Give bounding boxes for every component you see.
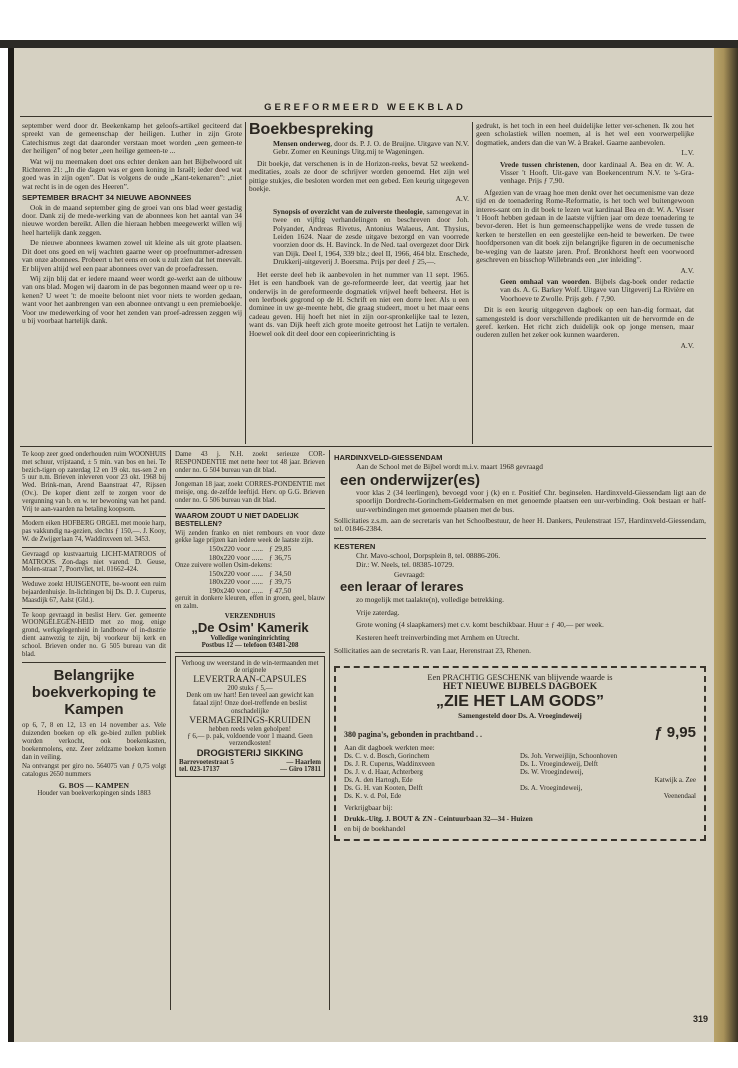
section-heading: SEPTEMBER BRACHT 34 NIEUWE ABONNEES xyxy=(22,193,192,203)
page-number: 319 xyxy=(692,1014,708,1024)
drugstore-product: VERMAGERINGS-KRUIDEN xyxy=(189,715,311,726)
review-paragraph: Afgezien van de vraag hoe men denkt over het oecumenisme van deze tijd en de toenadering Rome-Reformatie, is het toch wel buitengewoon interes-sant om in dit boek te lezen wat kardinaal Bea en dr. W. A. Visser 't Hooft hebben gedaan in de laatste vijftien jaar om deze toenadering te bevor-deren. Het is hun gemeenschappelijke wens de vrede tussen de kerken te herstellen en een geestelijke een-heid te bewerken. De twee hoofdpersonen van dit boek zijn belangrijke figuren in de oecumenische be-weging van de laatste jaren. Prof. Bronkhorst heeft een voorwoord geschreven en bisschop Willebrands een „ter inleiding”. xyxy=(476,187,694,265)
intro-paragraph: september werd door dr. Beekenkamp het geloofs-artikel geciteerd dat spreekt van de gemeenschap der heiligen. Luther in zijn Grote Catechismus zegt dat daaronder verstaan moet worden „een gemeen-te der heiligen” of nog beter „een heilige gemeen-te ... xyxy=(22,121,242,156)
ads-left-column xyxy=(22,451,166,798)
article-column-2 xyxy=(249,120,469,340)
gift-price-line xyxy=(344,724,696,741)
book-title: Vrede tussen christenen xyxy=(500,159,578,169)
book-auction-since: Houder van boekverkopingen sinds 1883 xyxy=(37,789,151,797)
classified-ad-sailor: Gevraagd op kustvaartuig LICHT-MATROOS of MATROOS. Zon-dags niet varend. D. Geuse, Molen-straat 7, Poortvliet, tel. 01662-424. xyxy=(22,550,166,574)
drugstore-intro: Verhoog uw weerstand in de win-termaanden met de originele xyxy=(181,659,319,675)
book-auction-note: Na ontvangst per giro no. 564075 van ƒ 0,75 volgt catalogus 2650 nummers xyxy=(22,763,166,779)
drugstore-name: DROGISTERIJ SIKKING xyxy=(196,748,304,760)
blanket-ad-colors: geruit in donkere kleuren, effen in groen, geel, blauw en zalm. xyxy=(175,595,325,610)
ad-divider xyxy=(175,652,325,653)
intro-paragraph: Wat wij nu meemaken doet ons echter denken aan het Bijbelwoord uit Richteren 21: „In die dagen was er geen koning in Israël; ieder deed wat goed was in zijn ogen”. Dat is volgens de oude „Kant-tekenaren”: „niet wat recht is in de ogen des Heeren”. xyxy=(22,156,242,191)
drugstore-price2: ƒ 6,— p. pak, voldoende voor 1 maand. Geen verzendkosten! xyxy=(187,732,313,748)
osim-contact: Postbus 12 — telefoon 03481-208 xyxy=(201,641,299,649)
book-title: Geen omhaal van woorden xyxy=(500,276,590,286)
section-paragraph: Ook in de maand september ging de groei van ons blad weer gestadig door. Dank zij de mede-werking van de abonnees kon het aantal van 34 nieuwe worden bereikt. Allen die hieraan hebben meegewerkt willen wij heel hartelijk dank zeggen. xyxy=(22,202,242,237)
vacancy-detail: zo mogelijk met taalakte(n), volledige betrekking. xyxy=(356,595,504,605)
blanket-ad-wool: Onze zuivere wollen Osim-dekens: xyxy=(175,562,273,569)
page-right-edge xyxy=(714,48,738,1042)
article-column-3 xyxy=(476,122,694,350)
gift-ad-box xyxy=(334,666,706,841)
drugstore-ad-box xyxy=(175,656,325,778)
ads-right-column xyxy=(334,451,706,841)
mailorder-label: VERZENDHUIS xyxy=(224,612,276,620)
ad-divider xyxy=(22,516,166,517)
ad-divider xyxy=(22,662,166,663)
gift-title: „ZIE HET LAM GODS” xyxy=(436,692,604,710)
review-signature: A.V. xyxy=(680,340,694,350)
gift-product: HET NIEUWE BIJBELS DAGBOEK xyxy=(442,681,598,692)
ad-divider xyxy=(22,547,166,548)
ads-top-rule xyxy=(20,446,712,447)
ad-divider xyxy=(334,538,706,539)
classified-ad-dwelling: Te koop gevraagd in beslist Herv. Ger. gemeente WOONGELEGEN-HEID met zo mog. enige grond, werkgelegenheid in landbouw of in-dustrie dient aanwezig te zijn, bij voorkeur bij kerk en school. Brieven onder no. G 505 bureau van dit blad. xyxy=(22,611,166,658)
drugstore-mid: Denk om uw hart! Een teveel aan gewicht kan fataal zijn! Onze doel-treffende en beslist onschadelijke xyxy=(186,692,314,715)
vacancy-body: voor klas 2 (34 leerlingen), bevoegd voor j (k) en r. Positief Chr. beginselen. Hardinxveld-Giessendam ligt aan de spoorlijn Dordrecht-Gorinchem-Geldermalsen en met genoemde plaatsen een uur-verbinding. Ook bestaan er half-uur-verbindingen met genoemde plaatsen met de bus. xyxy=(356,487,706,514)
contributors-left: Ds. C. v. d. Bosch, Gorinchem Ds. J. R. Cuperus, Waddinxveen Ds. J. v. d. Haar, Achterberg Ds. A. den Hartogh, Ede Ds. G. H. van Kooten, Delft Ds. K. v. d. Pol, Ede xyxy=(344,751,435,800)
gift-pages: 380 pagina's, gebonden in prachtband . . xyxy=(344,729,483,739)
book-auction-firm: G. BOS — KAMPEN xyxy=(58,780,130,790)
review-paragraph: Het eerste deel heb ik aanbevolen in het nummer van 11 sept. 1965. Het is een handboek van de ge-reformeerde leer, dat veertig jaar het onderwijs in de gereformeerde dogmatiek vrijwel heeft beheerst. Het is een leerboek gegrond op de H. Schrift en niet een dorre leer. Als u een dominee in uw ge-meente hebt, die graag studeert, moet u het maar eens cadeau geven. Hij hoeft het niet in zijn oor-spronkelijke taal te lezen, want ds. van Dijk heeft zich grote moeite getroost het Latijn te vertalen. Hoewel ook dit deel door een copieerinrichting is xyxy=(249,269,469,338)
classified-ad-correspondence: Jongeman 18 jaar, zoekt CORRES-PONDENTIE met meisje, ong. de-zelfde leeftijd. Herv. op G.G. Brieven onder no. G 506 bureau van dit blad. xyxy=(175,481,325,504)
ad-divider xyxy=(175,508,325,509)
classified-ad-organ: Modern eiken HOFBERG ORGEL met mooie harp, pas vakkundig na-gezien, slechts ƒ 150,—. J. Kooy, W. de Zwijgerlaan 74, Waddinxveen tel. 3453. xyxy=(22,520,166,543)
vacancy-title: een onderwijzer(es) xyxy=(340,471,481,489)
scan-left-border xyxy=(8,48,14,1042)
review-paragraph: gedrukt, is het toch in een heel duidelijke letter ver-schenen. Ik zou het geen scholastiek willen noemen, al is het wel een voorwerpelijke dogmatiek, anders dan die van W. à Brakel. Gaarne aanbevolen. xyxy=(476,121,694,147)
book-details: . Bijbels dag-boek onder redactie van ds. A. G. Barkey Wolf. Uitgave van Uitgeverij La Rivière en Voorhoeve te Zwolle. Prijs geb. ƒ 7,90. xyxy=(500,276,694,303)
header-rule xyxy=(20,116,712,117)
classified-ad-housemate: Weduwe zoekt HUISGENOTE, be-woont een ruim bejaardenhuisje. In-lichtingen bij Ds. D. J. Cuperus, Maasdijk 67, Aalst (Gld.). xyxy=(22,581,166,604)
column-divider xyxy=(472,122,473,444)
article-column-1 xyxy=(22,122,242,327)
vacancy-application: Sollicitaties aan de secretaris R. van Laar, Herenstraat 23, Rhenen. xyxy=(334,646,531,656)
osim-firm-name: „De Osim' Kamerik xyxy=(191,619,309,635)
book-auction-title: Belangrijke boekverkoping te Kampen xyxy=(31,667,157,719)
drugstore-price: 200 stuks ƒ 5,— xyxy=(227,685,273,693)
review-signature: A.V. xyxy=(680,265,694,275)
running-header: GEREFORMEERD WEEKBLAD xyxy=(264,102,466,113)
gift-availability: Verkrijgbaar bij: xyxy=(344,802,393,812)
blanket-ad-body: Wij zenden franko en niet rembours en voor deze gekke lage prijzen kan iedere week de laatste zijn. xyxy=(175,529,325,545)
drugstore-address: Barrevoetestraat 5 — Haarlem xyxy=(179,759,321,767)
book-title: Mensen onderweg xyxy=(273,139,331,148)
ads-middle-column xyxy=(175,451,325,777)
gift-shops: en bij de boekhandel xyxy=(344,824,406,834)
vacancy-detail: Grote woning (4 slaapkamers) met c.v. komt beschikbaar. Huur ± ƒ 40,— per week. xyxy=(356,620,604,630)
vacancy-detail: Vrije zaterdag. xyxy=(356,607,400,617)
contributors-right: Ds. Joh. Verweijlijn, Schoonhoven Ds. L. Vroegindeweij, Delft Ds. W. Vroegindeweij, Katwijk a. Zee Ds. A. Vroegindeweij, Veenendaal xyxy=(520,751,696,800)
review-paragraph: Dit is een keurig uitgegeven dagboek op een han-dig formaat, dat samengesteld is door verschillende predikanten uit de hervormde en de geref. kerken. Het richt zich duidelijk ook op jonge mensen, maar ouderen zullen het zeker ook kunnen waarderen. xyxy=(476,305,694,340)
ad-divider xyxy=(22,608,166,609)
ads-divider xyxy=(329,450,330,1010)
book-auction-body: op 6, 7, 8 en 12, 13 en 14 november a.s. Vele duizenden boeken op elk ge-bied zullen publiek worden verkocht, ook boekenkasten, boekenmolens, enz. Zeer zeldzame boeken komen dan in veiling. xyxy=(22,722,166,761)
review-signature: A.V. xyxy=(455,194,469,204)
school-address: Chr. Mavo-school, Dorpsplein 8, tel. 08886-206. xyxy=(356,551,501,561)
book-details: , door kardinaal A. Bea en dr. W. A. Visser 't Hooft. Uit-gave van Boekencentrum N.V. te 's-Gra-venhage. Prijs ƒ 7,90. xyxy=(500,159,695,186)
vacancy-detail: Kesteren heeft treinverbinding met Arnhem en Utrecht. xyxy=(356,632,520,642)
vacancy-title: een leraar of lerares xyxy=(340,579,464,595)
drugstore-product: LEVERTRAAN-CAPSULES xyxy=(193,675,307,686)
book-title: Synopsis of overzicht van de zuiverste theologie xyxy=(273,206,423,216)
vacancy-application: Sollicitaties z.s.m. aan de secretaris van het Schoolbestuur, de heer H. Dankers, Peulenstraat 157, Hardinxveld-Giessendam, tel. 01846-2384. xyxy=(334,516,706,534)
drugstore-telephone: tel. 023-17137 — Giro 17811 xyxy=(179,766,321,774)
gift-publisher: Drukk.-Uitg. J. BOUT & ZN - Ceintuurbaan 32—34 - Huizen xyxy=(344,815,533,824)
column-divider xyxy=(245,122,246,444)
gift-price: ƒ 9,95 xyxy=(654,723,696,741)
blanket-ad-title: WAAROM ZOUDT U NIET DADELIJK BESTELLEN? xyxy=(175,510,299,529)
vacancy-place: KESTEREN xyxy=(334,541,376,551)
gift-line: Een PRACHTIG GESCHENK van blijvende waarde is xyxy=(427,672,613,682)
gift-compiler: Samengesteld door Ds. A. Vroegindeweij xyxy=(458,711,582,720)
blanket-price-table: 150x220 voor ...... ƒ 29,85 180x220 voor ...... ƒ 36,75 xyxy=(208,544,292,562)
section-paragraph: De nieuwe abonnees kwamen zowel uit kleine als uit grote plaatsen. Dit doet ons goed en wij wachten gaarne weer op proefnummer-adressen van onze abonnees. Probeert u het eens en ook u zult zien dat het meevalt. Er blijven altijd wel een paar abonnees over van de proefadressen. xyxy=(22,238,242,273)
book-details: , samengevat in twee en vijftig verhandelingen en beschreven door Joh. Polyander, Andreas Rivetus, Antonius Walaeus, Ant. Thysius, Leiden 1624. Naar de zesde uitgave bezorgd en van voorrede voorzien door ds. H. Bavinck. In de Ned. taal overgezet door Dirk van Dijk. Deel I, 1964, 339 blz.; deel II, 1966, 464 blz. Enschede, Drukkerij-uitgeverij J. Boersma. Prijs per deel ƒ 25,—. xyxy=(273,206,469,267)
classified-ad-house: Te koop zeer goed onderhouden ruim WOONHUIS met schuur, vrijstaand, ± 5 min. van bos en hei. Te bezich-tigen op zaterdag 12 en 19 okt. tus-sen 2 en 5 uur n.m. Brieven inleveren voor 23 okt. 1968 bij Wed. Brink-man, Arend Baanstraat 47, Rijssen (Ov.). De koper dient zelf te zorgen voor de vergunning van b. en w. ter bewoning van het pand. Vrij te aan-vaarden na betaling koopsom. xyxy=(22,451,166,513)
osim-firm-sub: Volledige woninginrichting xyxy=(210,634,290,642)
review-title: Boekbespreking xyxy=(249,121,374,138)
review-paragraph: Dit boekje, dat verschenen is in de Horizon-reeks, bevat 52 weekend-meditaties, zoals ze door de schrijver worden genoemd. Het zijn wel pittige stukjes, die besloten worden met een gebed. Een keurig uitgegeven boekje. xyxy=(249,158,469,194)
drugstore-help: hebben reeds velen geholpen! xyxy=(208,725,292,733)
ad-divider xyxy=(175,477,325,478)
classified-ad-correspondence: Dame 43 j. N.H. zoekt serieuze COR-RESPONDENTIE met nette heer tot 48 jaar. Brieven onder no. G 504 bureau van dit blad. xyxy=(175,451,325,474)
book-details: , door ds. P. J. O. de Bruijne. Uitgave van N.V. Gebr. Zomer en Keunings Uitg.mij te Wageningen. xyxy=(273,139,469,157)
ad-divider xyxy=(22,577,166,578)
vacancy-asked: Gevraagd: xyxy=(394,570,425,580)
vacancy-intro: Aan de School met de Bijbel wordt m.i.v. maart 1968 gevraagd xyxy=(356,462,543,472)
wool-price-table: 150x220 voor ...... ƒ 34,50 180x220 voor ...... ƒ 39,75 190x240 voor ...... ƒ 47,50 xyxy=(208,568,292,595)
vacancy-place: HARDINXVELD-GIESSENDAM xyxy=(334,453,443,462)
section-paragraph: Wij zijn blij dat er iedere maand weer wordt ge-werkt aan de uitbouw van ons blad. Mogen wij daarom in de pas begonnen maand weer op u re-kenen? U weet 't: de moeite beloont niet voor niets te worden gedaan, want voor het aanbrengen van een abonnee ontvangt u een premieboekje. Voor uw medewerking of voor het zenden van proef-adressen zeggen wij u bij voorbaat hartelijk dank. xyxy=(22,273,242,325)
review-signature: L.V. xyxy=(681,148,694,158)
scan-top-border xyxy=(0,40,738,48)
ads-divider xyxy=(170,450,171,1010)
school-director: Dir.: W. Neels, tel. 08385-10729. xyxy=(356,559,454,569)
gift-contributors xyxy=(344,752,696,800)
gift-cowork: Aan dit dagboek werkten mee: xyxy=(344,742,435,752)
